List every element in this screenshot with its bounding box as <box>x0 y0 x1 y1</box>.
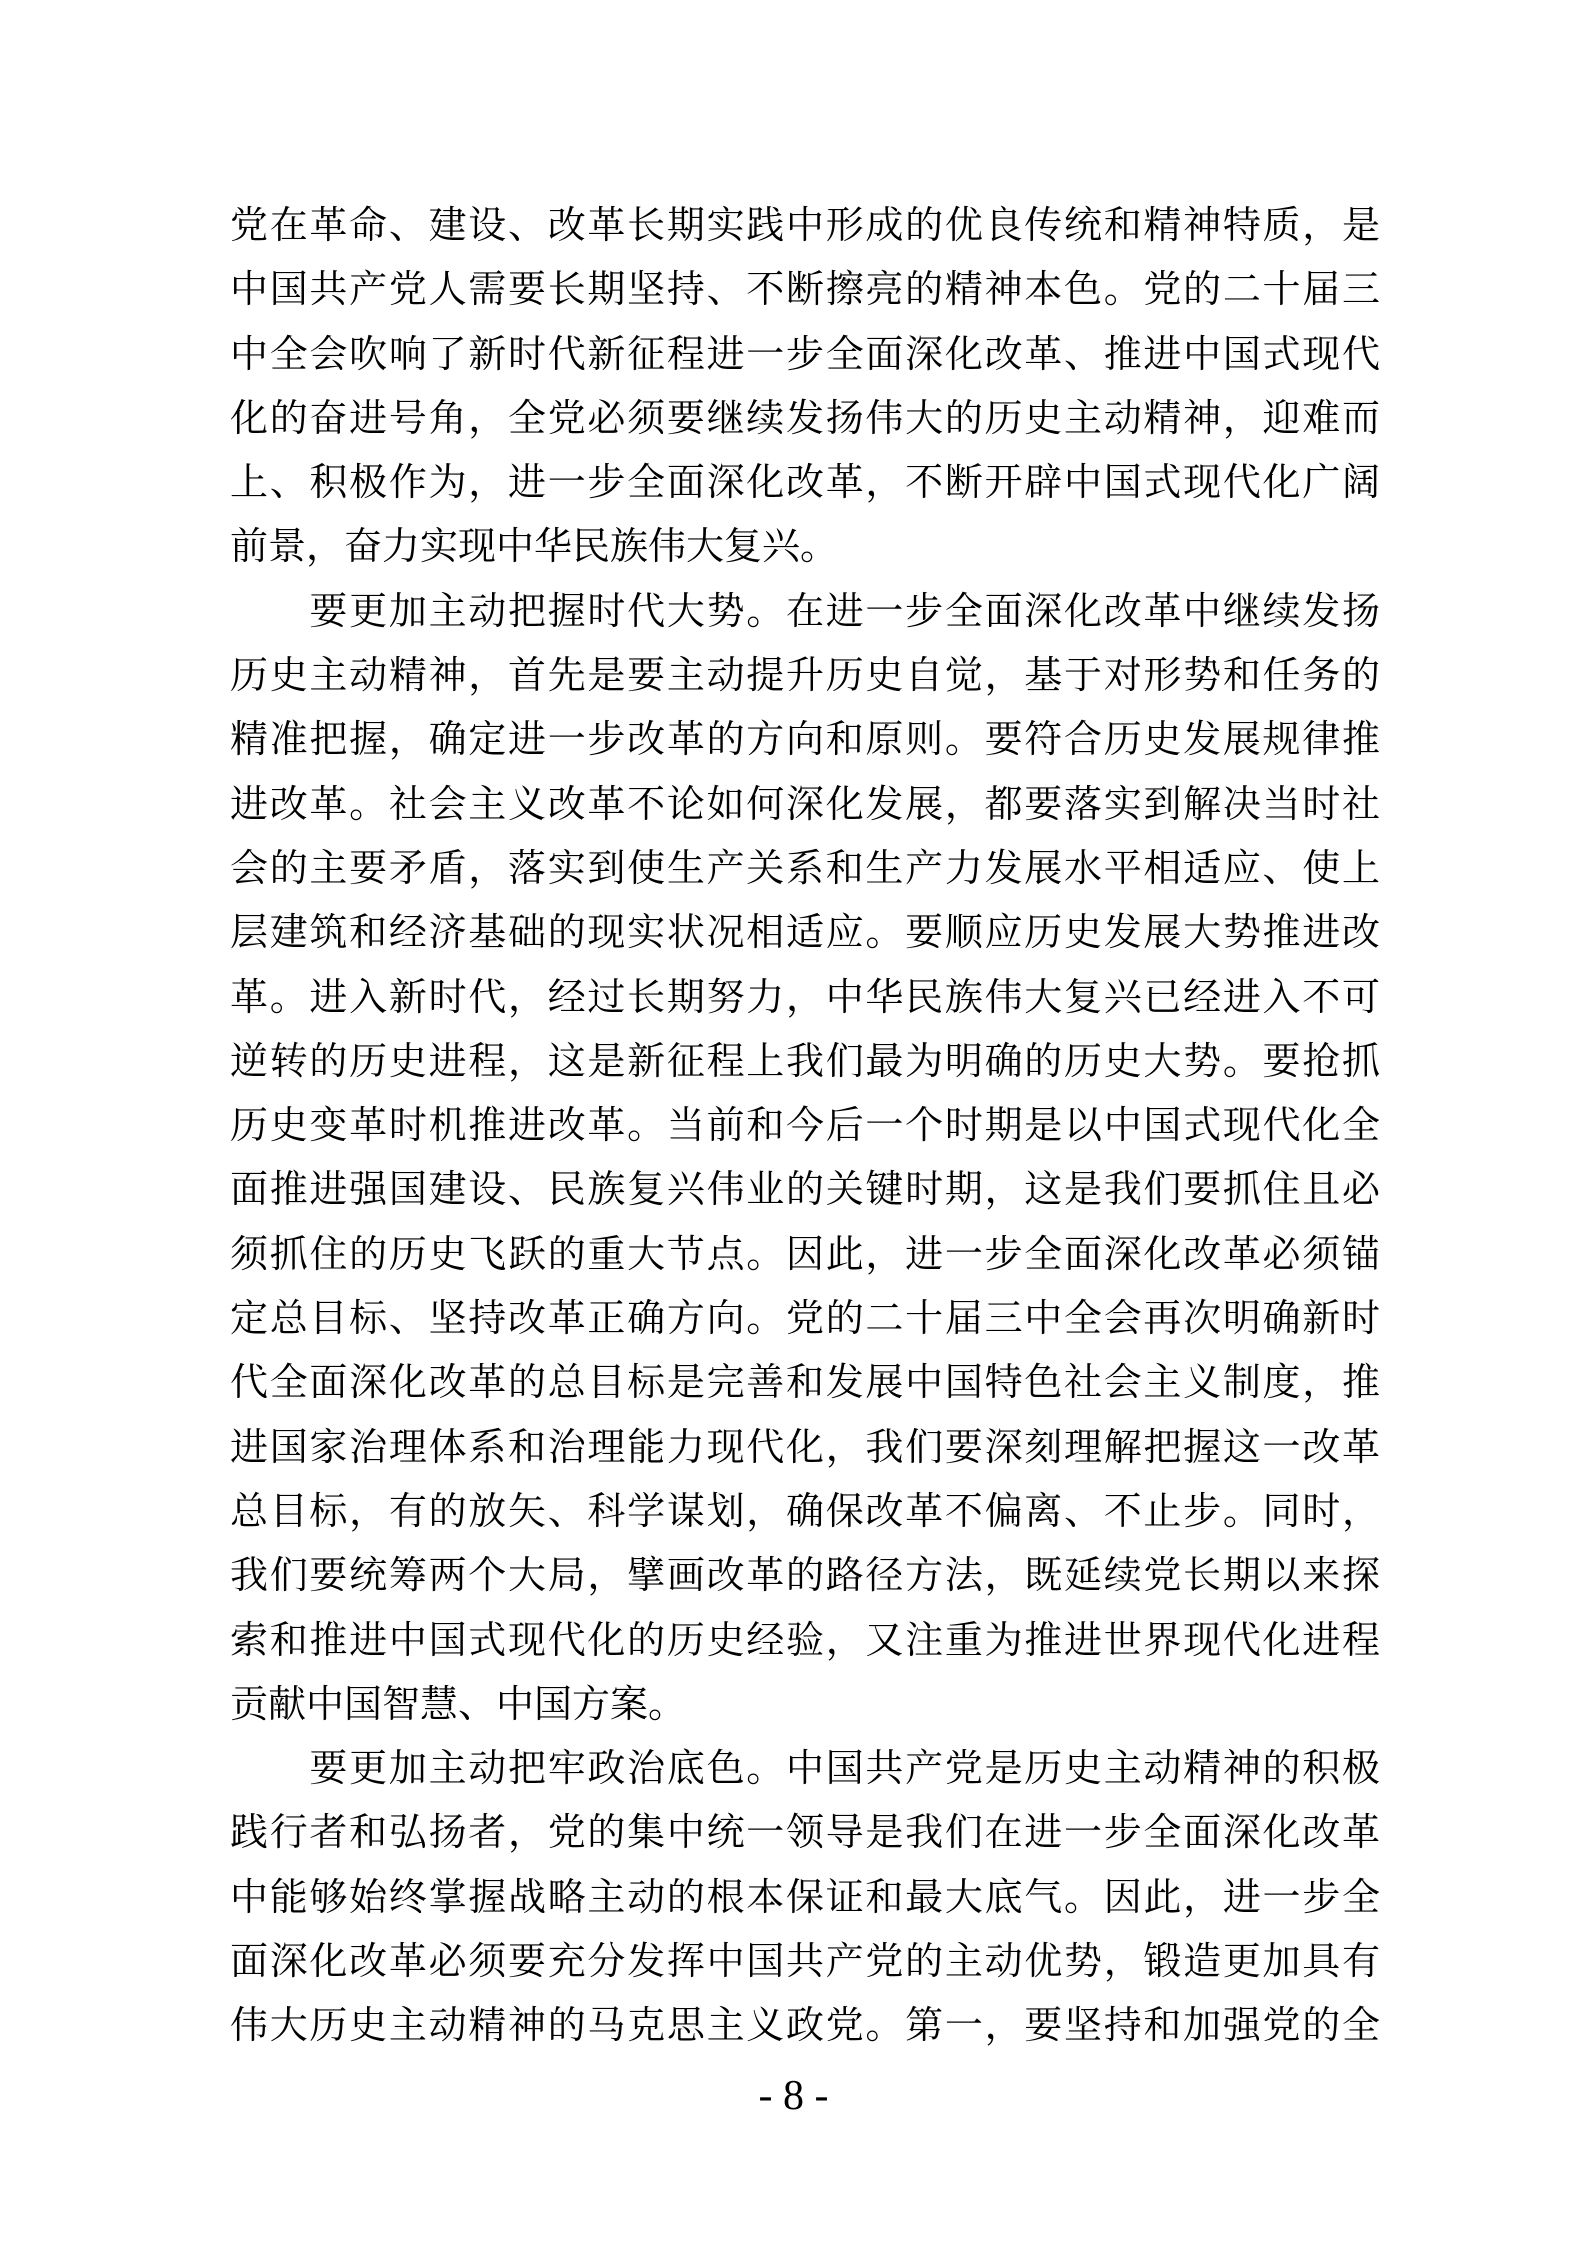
text-line: 上、积极作为，进一步全面深化改革，不断开辟中国式现代化广阔 <box>230 462 1380 505</box>
text-line: 层建筑和经济基础的现实状况相适应。要顺应历史发展大势推进改 <box>230 912 1380 955</box>
text-line: 伟大历史主动精神的马克思主义政党。第一，要坚持和加强党的全 <box>230 2005 1380 2048</box>
text-line: 党在革命、建设、改革长期实践中形成的优良传统和精神特质，是 <box>230 205 1380 247</box>
text-line: 要更加主动把握时代大势。在进一步全面深化改革中继续发扬 <box>230 590 1380 633</box>
text-line: 总目标，有的放矢、科学谋划，确保改革不偏离、不止步。同时， <box>230 1490 1380 1533</box>
text-line: 历史变革时机推进改革。当前和今后一个时期是以中国式现代化全 <box>230 1105 1380 1148</box>
text-line: 贡献中国智慧、中国方案。 <box>230 1683 687 1726</box>
text-line: 中全会吹响了新时代新征程进一步全面深化改革、推进中国式现代 <box>230 333 1380 376</box>
text-line: 须抓住的历史飞跃的重大节点。因此，进一步全面深化改革必须锚 <box>230 1233 1380 1276</box>
text-line: 进国家治理体系和治理能力现代化，我们要深刻理解把握这一改革 <box>230 1426 1380 1469</box>
text-line: 逆转的历史进程，这是新征程上我们最为明确的历史大势。要抢抓 <box>230 1040 1380 1083</box>
text-line: 面推进强国建设、民族复兴伟业的关键时期，这是我们要抓住且必 <box>230 1169 1380 1212</box>
text-line: 践行者和弘扬者，党的集中统一领导是我们在进一步全面深化改革 <box>230 1812 1380 1855</box>
text-line: 会的主要矛盾，落实到使生产关系和生产力发展水平相适应、使上 <box>230 847 1380 890</box>
text-line: 前景，奋力实现中华民族伟大复兴。 <box>230 526 839 569</box>
page-number: - 8 - <box>758 2073 829 2119</box>
text-line: 中能够始终掌握战略主动的根本保证和最大底气。因此，进一步全 <box>230 1876 1380 1919</box>
text-line: 要更加主动把牢政治底色。中国共产党是历史主动精神的积极 <box>230 1748 1380 1791</box>
text-line: 定总目标、坚持改革正确方向。党的二十届三中全会再次明确新时 <box>230 1298 1380 1341</box>
text-line: 进改革。社会主义改革不论如何深化发展，都要落实到解决当时社 <box>230 783 1380 826</box>
text-line: 我们要统筹两个大局，擘画改革的路径方法，既延续党长期以来探 <box>230 1555 1380 1598</box>
text-line: 中国共产党人需要长期坚持、不断擦亮的精神本色。党的二十届三 <box>230 269 1380 312</box>
text-line: 革。进入新时代，经过长期努力，中华民族伟大复兴已经进入不可 <box>230 976 1380 1019</box>
text-line: 代全面深化改革的总目标是完善和发展中国特色社会主义制度，推 <box>230 1362 1380 1405</box>
text-line: 化的奋进号角，全党必须要继续发扬伟大的历史主动精神，迎难而 <box>230 397 1380 440</box>
text-line: 历史主动精神，首先是要主动提升历史自觉，基于对形势和任务的 <box>230 655 1380 698</box>
text-line: 精准把握，确定进一步改革的方向和原则。要符合历史发展规律推 <box>230 719 1380 762</box>
text-line: 面深化改革必须要充分发挥中国共产党的主动优势，锻造更加具有 <box>230 1941 1380 1984</box>
document-body <box>230 194 1380 2059</box>
text-line: 索和推进中国式现代化的历史经验，又注重为推进世界现代化进程 <box>230 1619 1380 1662</box>
